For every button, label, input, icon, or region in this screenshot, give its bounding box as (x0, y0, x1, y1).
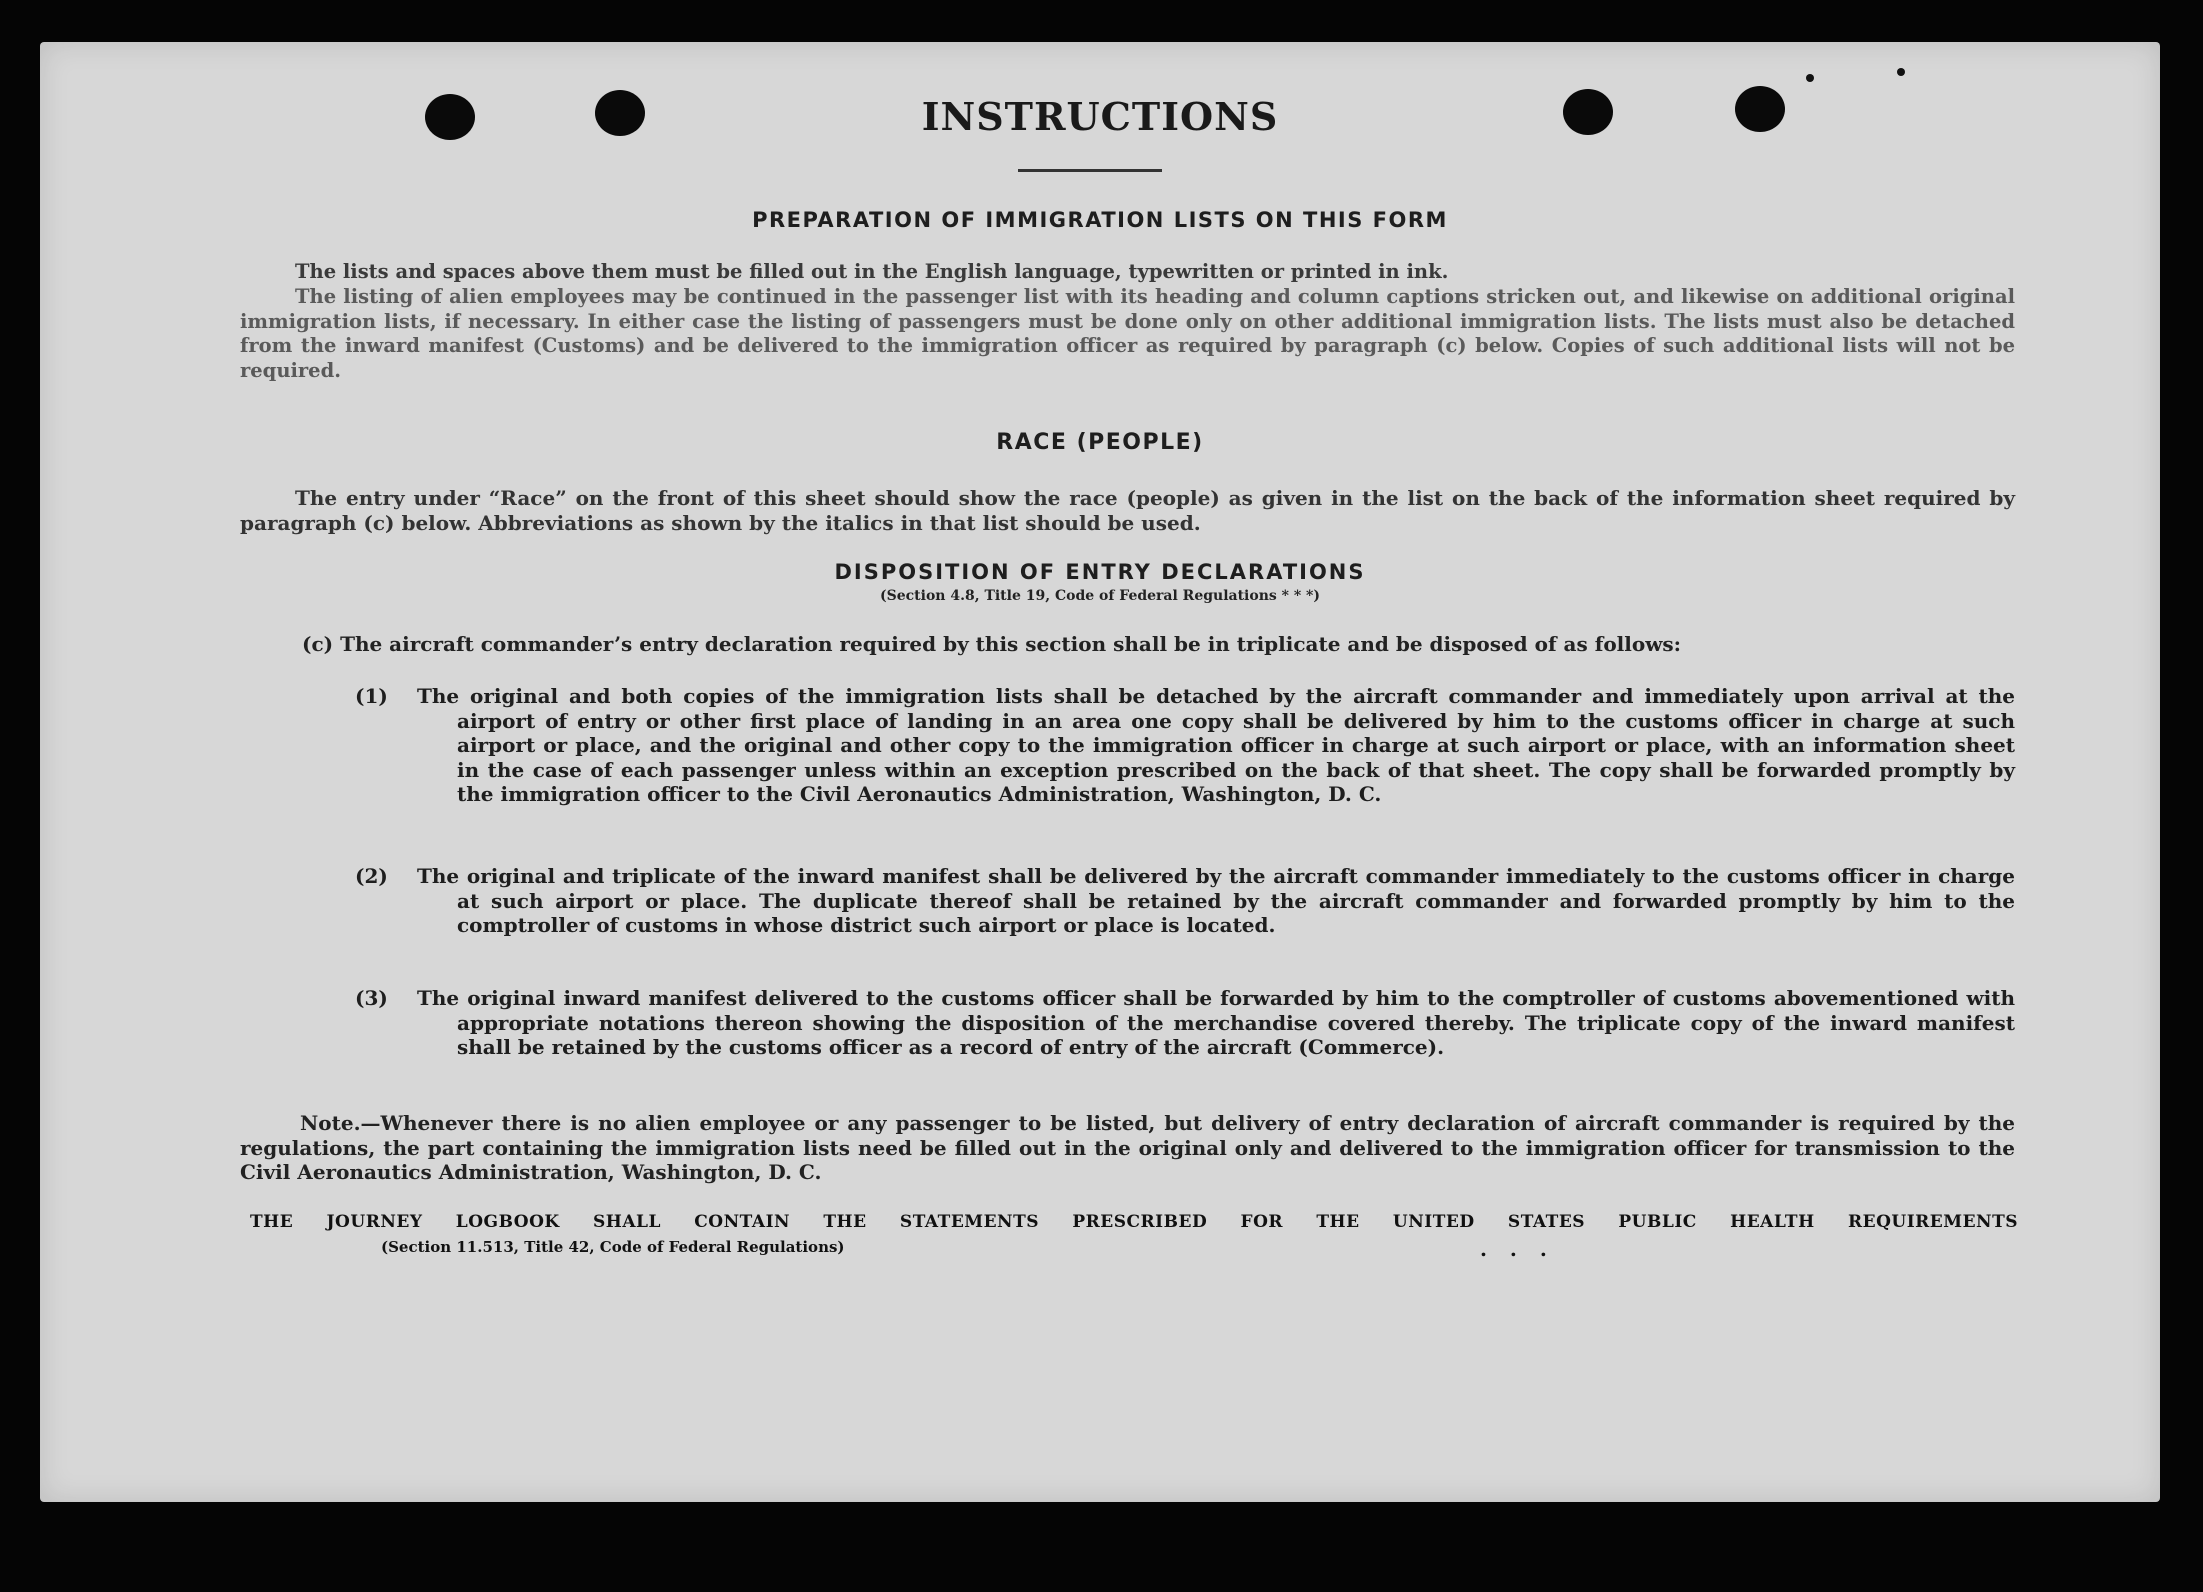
item-text: The original and triplicate of the inward manifest shall be delivered by the aircraft commander immediately to the customs officer in charge at such airport or place. The duplicate thereof shall be retained by the aircraft commander and forwarded promptly by him to the comptroller of customs in whose district such airport or place is located. (417, 864, 2015, 937)
preparation-line-1: The lists and spaces above them must be filled out in the English language, typewritten or printed in ink. (295, 260, 1449, 283)
disposition-item-2: (2) The original and triplicate of the inward manifest shall be delivered by the aircraft commander immediately to the customs officer in charge at such airport or place. The duplicate thereof shall be retained by the aircraft commander and forwarded promptly by him to the comptroller of customs in whose district such airport or place is located. (355, 864, 2015, 937)
title-underline (1018, 169, 1162, 172)
document-page (40, 42, 2160, 1502)
race-paragraph: The entry under “Race” on the front of this sheet should show the race (people) as given in the list on the back of the information sheet required by paragraph (c) below. Abbreviations as shown by the italics in that list should be used. (240, 486, 2015, 535)
disposition-intro: (c) The aircraft commander’s entry declaration required by this section shall be in triplicate and be disposed of as follows: (302, 632, 1682, 656)
disposition-citation: (Section 4.8, Title 19, Code of Federal Regulations * * *) (880, 588, 1320, 604)
disposition-item-1: (1) The original and both copies of the immigration lists shall be detached by the aircraft commander and immediately upon arrival at the airport of entry or other first place of landing in an area one copy shall be delivered by him to the customs officer in charge at such airport or place, and the original and other copy to the immigration officer in charge at such airport or place, with an information sheet in the case of each passenger unless within an exception prescribed on the back of that sheet. The copy shall be forwarded promptly by the immigration officer to the Civil Aeronautics Administration, Washington, D. C. (355, 684, 2015, 806)
preparation-heading: PREPARATION OF IMMIGRATION LISTS ON THIS FORM (752, 208, 1448, 232)
footer-citation: (Section 11.513, Title 42, Code of Federal Regulations) (381, 1238, 845, 1256)
ink-speck (1806, 74, 1814, 82)
preparation-paragraph: The listing of alien employees may be continued in the passenger list with its heading and column captions stricken out, and likewise on additional original immigration lists, if necessary. In either case the listing of passengers must be done only on other additional immigration lists. The lists must also be detached from the inward manifest (Customs) and be delivered to the immigration officer as required by paragraph (c) below. Copies of such additional lists will not be required. (240, 285, 2015, 382)
race-heading: RACE (PEOPLE) (996, 430, 1204, 455)
item-text: The original inward manifest delivered to the customs officer shall be forwarded by him to the comptroller of customs abovementioned with appropriate notations thereon showing the disposition of the merchandise covered thereby. The triplicate copy of the inward manifest shall be retained by the customs officer as a record of entry of the aircraft (Commerce). (417, 986, 2015, 1059)
footer-statement: THE JOURNEY LOGBOOK SHALL CONTAIN THE STATEMENTS PRESCRIBED FOR THE UNITED STATES PUBLIC HEALTH REQUIREMENTS (250, 1212, 2018, 1232)
ink-speck (1897, 68, 1905, 76)
footer-ellipsis: . . . (1480, 1237, 1555, 1261)
disposition-heading: DISPOSITION OF ENTRY DECLARATIONS (834, 560, 1366, 584)
disposition-item-3: (3) The original inward manifest delivered to the customs officer shall be forwarded by him to the comptroller of customs abovementioned with appropriate notations thereon showing the disposition of the merchandise covered thereby. The triplicate copy of the inward manifest shall be retained by the customs officer as a record of entry of the aircraft (Commerce). (355, 986, 2015, 1059)
disposition-note: Note.—Whenever there is no alien employee or any passenger to be listed, but delivery of entry declaration of aircraft commander is required by the regulations, the part containing the immigration lists need be filled out in the original only and delivered to the immigration officer for transmission to the Civil Aeronautics Administration, Washington, D. C. (240, 1111, 2015, 1184)
page-title: INSTRUCTIONS (921, 94, 1279, 139)
item-text: The original and both copies of the immigration lists shall be detached by the aircraft commander and immediately upon arrival at the airport of entry or other first place of landing in an area one copy shall be delivered by him to the customs officer in charge at such airport or place, and the original and other copy to the immigration officer in charge at such airport or place, with an information sheet in the case of each passenger unless within an exception prescribed on the back of that sheet. The copy shall be forwarded promptly by the immigration officer to the Civil Aeronautics Administration, Washington, D. C. (417, 684, 2015, 806)
